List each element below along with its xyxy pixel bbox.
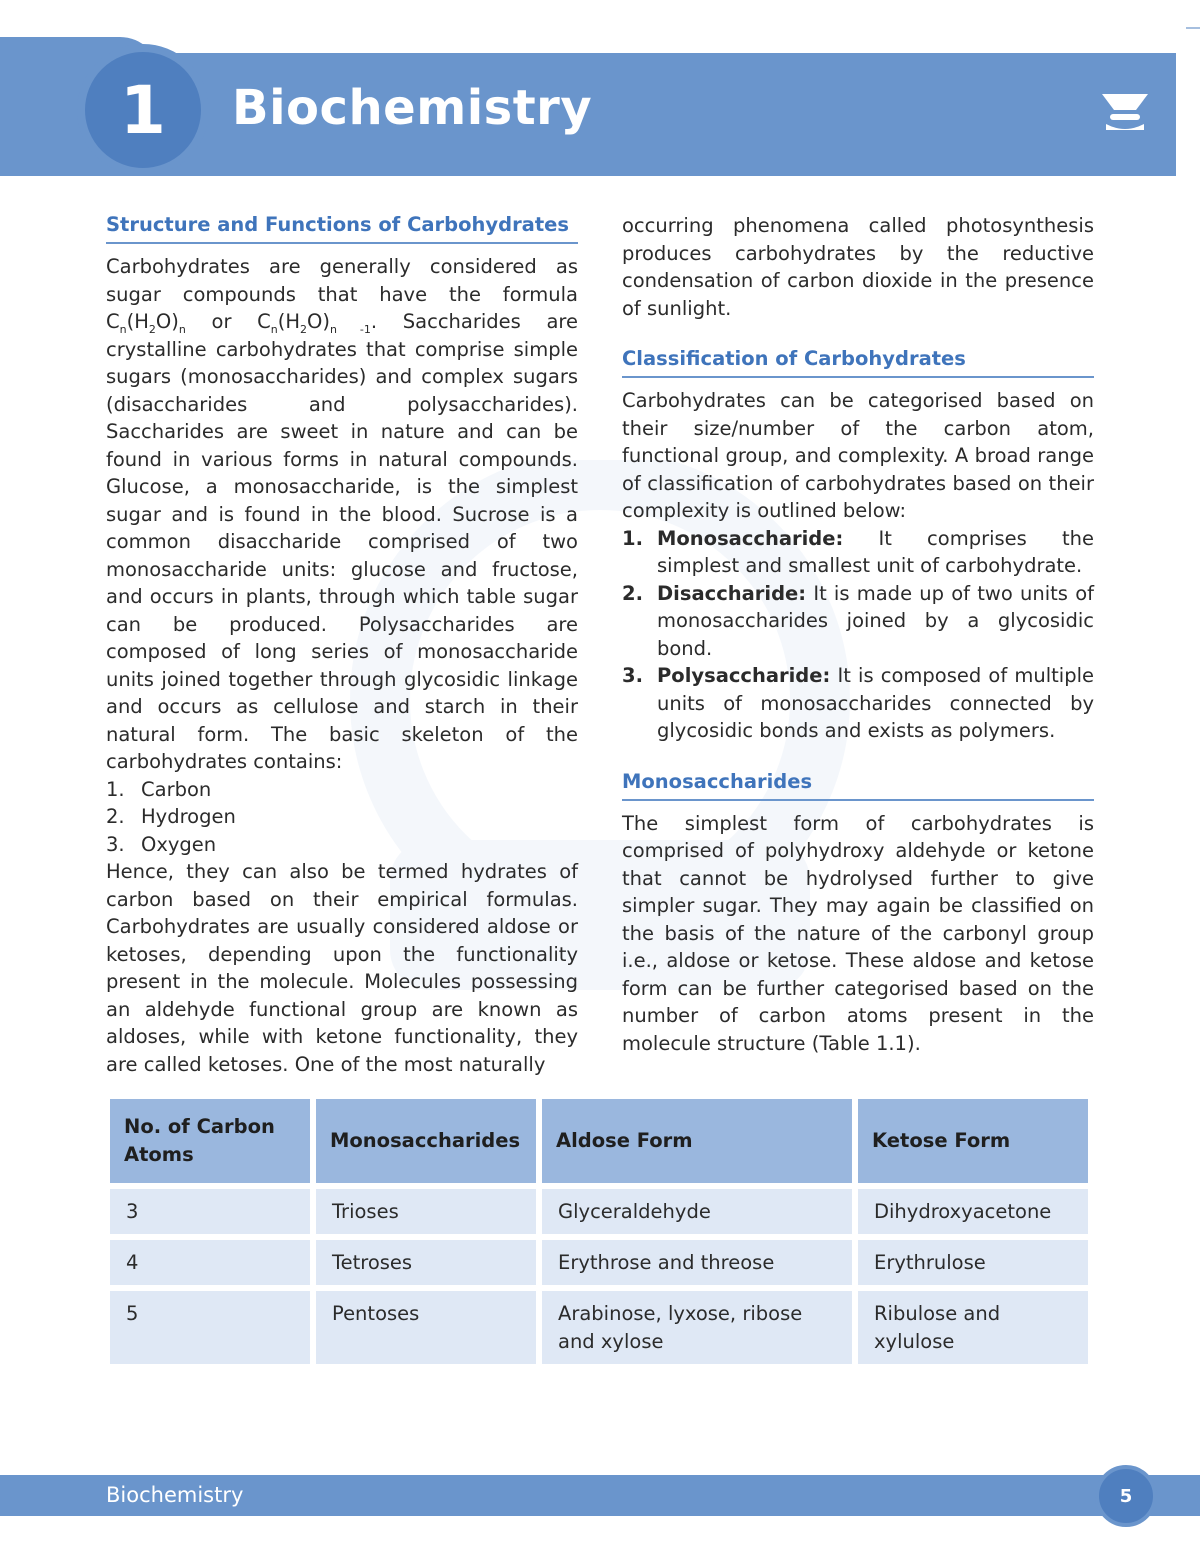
list-text [657,580,1094,663]
table-row [110,1240,1088,1285]
table-header-row [110,1099,1088,1183]
table-header-cell: Monosaccharides [316,1099,536,1183]
class-desc: It comprises the simplest and smallest unit of carbohydrate. [657,526,1095,577]
list-number: 1. [106,777,125,801]
formula-sub-n: n [119,322,127,336]
list-number: 3. [106,832,125,856]
formula-or: or [211,310,232,333]
formula2-c: C [257,310,271,333]
table-header-cell: Ketose Form [858,1099,1088,1183]
section-heading-monosaccharides: Monosaccharides [622,769,1094,801]
monosaccharides-paragraph: The simplest form of carbohydrates is comprised of polyhydroxy aldehyde or ketone that cannot be hydrolysed further to give simpler sugar. They may again be classified on the basis of the nature of the carbonyl group i.e., aldose or ketose. These aldose and ketose form can be further categorised based on the number of carbon atoms present in the molecule structure (Table 1.1). [622,811,1094,1055]
table-cell: Erythrose and threose [542,1240,852,1285]
table-cell: Dihydroxyacetone [858,1189,1088,1234]
table-row [110,1291,1088,1364]
list-text: Carbon [141,777,212,801]
formula-h: (H [126,310,149,333]
list-item [106,776,578,804]
list-number: 2. [106,805,125,828]
formula-sub-n-outer: n [178,322,186,336]
section-heading-structure: Structure and Functions of Carbohydrates [106,212,578,244]
list-item [622,580,1094,663]
table-cell: 5 [110,1291,310,1364]
class-term: Monosaccharide: [657,526,844,550]
formula-c: C [106,310,120,333]
list-item [106,831,578,859]
table-cell: Tetroses [316,1240,536,1285]
formula2-sub-n-minus-1: n -1 [330,322,371,336]
table-cell: Trioses [316,1189,536,1234]
list-number: 2. [622,581,643,605]
carbohydrate-table [104,1093,1094,1370]
formula-o: O) [155,310,179,333]
table-cell: Pentoses [316,1291,536,1364]
formula2-h: (H [277,310,301,333]
table-cell: 3 [110,1189,310,1234]
formula-1 [106,310,186,336]
table-header-cell: No. of Carbon Atoms [110,1099,310,1183]
page-number-badge [1095,1465,1157,1527]
class-term: Polysaccharide: [657,664,831,687]
formula2-sub-n: n [270,322,278,336]
list-number: 1. [622,526,643,550]
intro-text: Carbohydrates are generally considered as sugar compounds that have the formula [106,255,578,306]
list-text [657,662,1094,745]
table-row [110,1189,1088,1234]
page-edge-mark [1186,27,1200,29]
aldose-ketose-paragraph: Hence, they can also be termed hydrates of carbon based on their empirical formulas. Carbohydrates are usually considered aldose or ketoses, depending upon the functionality present in the molecule. Molecules possessing an aldehyde functional group are known as aldoses, while with ketone functionality, they are called ketoses. One of the most naturally [106,860,578,1076]
classification-list [622,525,1094,745]
element-list [106,776,578,859]
list-number: 3. [622,664,643,687]
right-column [622,212,1094,1057]
classification-paragraph: Carbohydrates can be categorised based on their size/number of the carbon atom, functional group, and complexity. A broad range of classification of carbohydrates based on their complexity is outlined below: [622,389,1094,522]
page-number: 5 [1119,1485,1133,1507]
list-text: Oxygen [141,832,217,856]
formula-sub-2: 2 [148,322,156,336]
class-desc: It is composed of multiple units of monosaccharides connected by glycosidic bonds and exists as polymers. [657,664,1094,742]
mortar-pestle-icon [1100,90,1150,132]
formula2-o: O) [307,310,330,333]
chapter-number-badge [77,44,209,176]
section-heading-classification: Classification of Carbohydrates [622,346,1094,378]
class-desc: It is made up of two units of monosaccharides joined by a glycosidic bond. [657,581,1094,660]
table-cell: Ribulose and xylulose [858,1291,1088,1364]
photosynthesis-paragraph: occurring phenomena called photosynthesis produces carbohydrates by the reductive condensation of carbon dioxide in the presence of sunlight. [622,214,1094,320]
list-text: Hydrogen [141,805,236,828]
table-cell: Erythrulose [858,1240,1088,1285]
table-cell: 4 [110,1240,310,1285]
list-item [622,662,1094,745]
chapter-title: Biochemistry [232,80,593,136]
table-cell: Glyceraldehyde [542,1189,852,1234]
table-cell: Arabinose, lyxose, ribose and xylose [542,1291,852,1364]
class-term: Disaccharide: [657,581,807,605]
list-text [657,525,1094,580]
footer-label: Biochemistry [106,1483,244,1507]
intro-text-rest: . Saccharides are crystalline carbohydrates that comprise simple sugars (monosaccharides) and complex sugars (disaccharides and polysaccharides). Saccharides are sweet in nature and can be found in various forms in natural compounds. Glucose, a monosaccharide, is the simplest sugar and is found in the blood. Sucrose is a common disaccharide comprised of two monosaccharide units: glucose and fructose, and occurs in plants, through which table sugar can be produced. Polysaccharides are composed of long series of monosaccharide units joined together through glycosidic linkage and occurs as cellulose and starch in their natural form. The basic skeleton of the carbohydrates contains: [106,310,579,773]
list-item [106,803,578,831]
intro-paragraph [106,253,578,776]
list-item [622,525,1094,580]
left-column [106,212,578,1078]
table-header-cell: Aldose Form [542,1099,852,1183]
formula-2 [257,310,371,336]
formula2-sub-2: 2 [300,322,308,336]
chapter-number: 1 [120,71,166,149]
